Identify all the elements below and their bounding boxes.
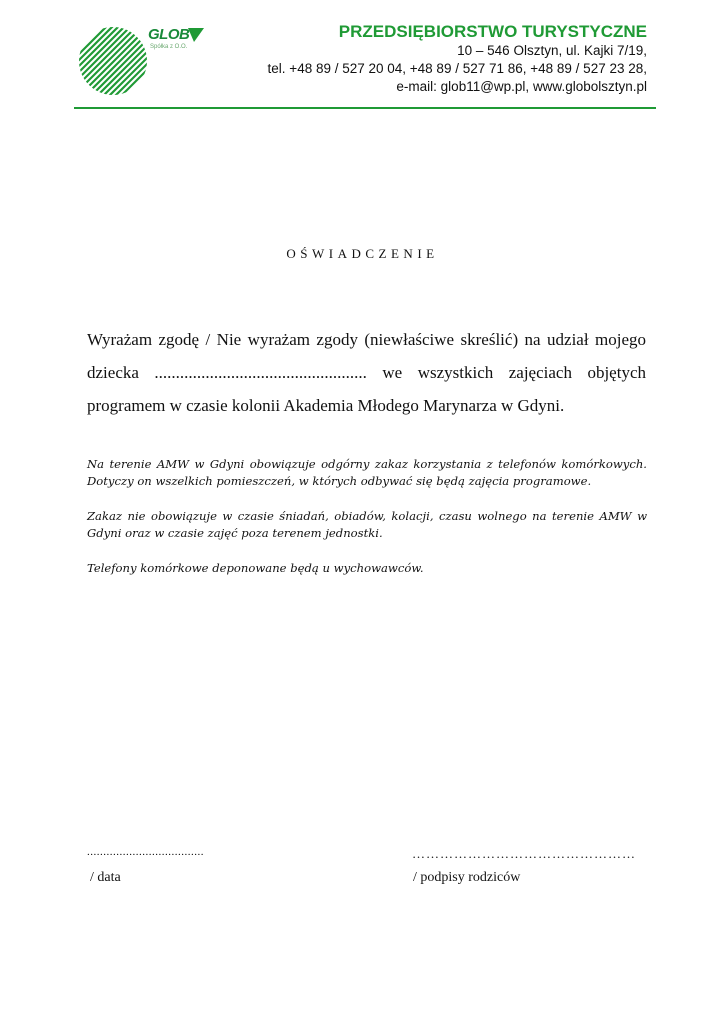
letterhead	[268, 22, 647, 96]
company-logo	[75, 22, 207, 98]
logo-wordmark: GLOB	[148, 26, 190, 43]
company-name: PRZEDSIĘBIORSTWO TURYSTYCZNE	[338, 22, 647, 41]
header-divider	[74, 107, 656, 109]
company-address: 10 – 546 Olsztyn, ul. Kajki 7/19,	[457, 43, 647, 58]
date-label: / data	[90, 870, 121, 885]
company-phones: tel. +48 89 / 527 20 04, +48 89 / 527 71 86, +48 89 / 527 23 28,	[267, 61, 647, 76]
company-contact: e-mail: glob11@wp.pl, www.globolsztyn.pl	[396, 79, 647, 94]
note-paragraph: Zakaz nie obowiązuje w czasie śniadań, obiadów, kolacji, czasu wolnego na terenie AMW w Gdyni oraz w czasie zajęć poza terenem jednostki.	[87, 509, 647, 540]
note-paragraph: Telefony komórkowe deponowane będą u wychowawców.	[87, 561, 424, 575]
declaration-text: Wyrażam zgodę / Nie wyrażam zgody (niewłaściwe skreślić) na udział mojego dziecka .................................................. we wszystkich zajęciach objętych programem w czasie kolonii Akademia Młodego Marynarza w Gdyni.	[87, 330, 646, 415]
document-title: OŚWIADCZENIE	[286, 246, 439, 261]
parents-signature-line: …………………………………………	[412, 846, 636, 861]
note-paragraph: Na terenie AMW w Gdyni obowiązuje odgórny zakaz korzystania z telefonów komórkowych. Dotyczy on wszelkich pomieszczeń, w których odbywać się będą zajęcia programowe.	[87, 457, 647, 488]
notes-section	[87, 456, 647, 595]
date-signature-line: ....................................	[87, 846, 204, 858]
parents-signature-label: / podpisy rodziców	[413, 870, 521, 885]
logo-subtext: Spółka z O.O.	[150, 44, 188, 50]
